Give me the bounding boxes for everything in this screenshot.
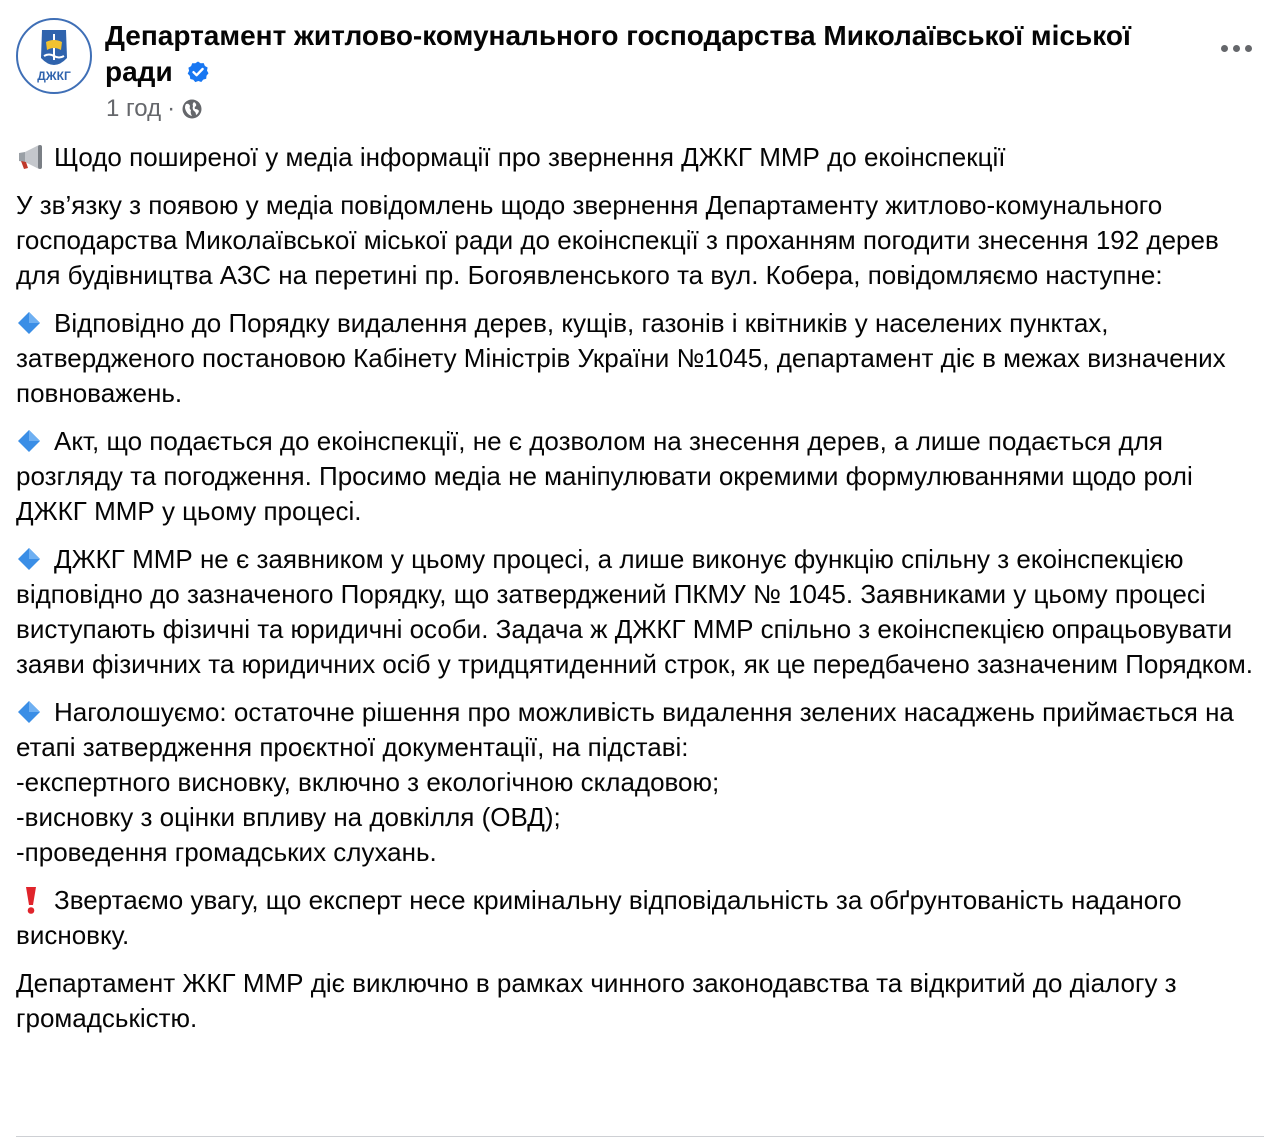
point-2-text: Акт, що подається до екоінспекції, не є дозволом на знесення дерев, а лише подається для розгляду та погодження. Просимо медіа не маніпулювати окремими формулюваннями щодо ролі ДЖКГ ММР у цьому процесі. [16, 426, 1193, 526]
closing-paragraph: Департамент ЖКГ ММР діє виключно в рамках чинного законодавства та відкритий до діалогу з громадськістю. [16, 968, 1177, 1033]
author-name-link[interactable]: Департамент житлово-комунального господарства Миколаївської міської ради [105, 20, 1131, 87]
point-4 [16, 695, 1268, 765]
list-item: -висновку з оцінки впливу на довкілля (ОВД); [16, 802, 561, 832]
post-header [16, 14, 1266, 124]
verified-badge-icon [186, 60, 210, 84]
exclamation-icon [16, 886, 46, 914]
dzhkg-logo [18, 20, 90, 92]
warning-text: Звертаємо увагу, що експерт несе кримінальну відповідальність за обґрунтованість наданого висновку. [16, 885, 1182, 950]
list-item: -експертного висновку, включно з екологічною складовою; [16, 767, 720, 797]
author-name-block [105, 18, 1165, 90]
more-options-icon [1233, 45, 1240, 52]
headline-text: Щодо поширеної у медіа інформації про звернення ДЖКГ ММР до екоінспекції [54, 142, 1006, 172]
blue-diamond-icon [16, 545, 42, 573]
point-1 [16, 306, 1268, 411]
point-4-text: Наголошуємо: остаточне рішення про можливість видалення зелених насаджень приймається на етапі затвердження проєктної документації, на підставі: [16, 697, 1234, 762]
more-options-icon [1245, 45, 1252, 52]
post-body [16, 140, 1268, 1049]
blue-diamond-icon [16, 309, 42, 337]
post-headline [16, 140, 1268, 175]
point-3 [16, 542, 1268, 682]
globe-icon[interactable] [181, 98, 203, 120]
warning-paragraph [16, 883, 1268, 953]
meta-separator: · [167, 95, 176, 122]
list-item: -проведення громадських слухань. [16, 837, 437, 867]
loudspeaker-icon [16, 143, 46, 171]
point-3-text: ДЖКГ ММР не є заявником у цьому процесі, а лише виконує функцію спільну з екоінспекцією відповідно до зазначеного Порядку, що затверджений ПКМУ № 1045. Заявниками у цьому процесі виступають фізичні та юридичні особи. Задача ж ДЖКГ ММР спільно з екоінспекцією опрацьовувати заяви фізичних та юридичних осіб у тридцятиденний строк, як це передбачено зазначеним Порядком. [16, 544, 1254, 679]
post-timestamp[interactable]: 1 год [106, 95, 162, 122]
post-meta [106, 94, 203, 124]
more-options-icon [1221, 45, 1228, 52]
post-divider [16, 1136, 1264, 1137]
more-options-button[interactable] [1214, 32, 1258, 64]
blue-diamond-icon [16, 427, 42, 455]
intro-paragraph: У зв’язку з появою у медіа повідомлень щодо звернення Департаменту житлово-комунального господарства Миколаївської міської ради до екоінспекції з проханням погодити знесення 192 дерев для будівництва АЗС на перетині пр. Богоявленського та вул. Кобера, повідомляємо наступне: [16, 190, 1219, 290]
avatar-text: ДЖКГ [37, 69, 71, 83]
blue-diamond-icon [16, 698, 42, 726]
page-avatar[interactable] [16, 18, 92, 94]
point-1-text: Відповідно до Порядку видалення дерев, кущів, газонів і квітників у населених пунктах, затвердженого постановою Кабінету Міністрів України №1045, департамент діє в межах визначених повноважень. [16, 308, 1226, 408]
point-2 [16, 424, 1268, 529]
